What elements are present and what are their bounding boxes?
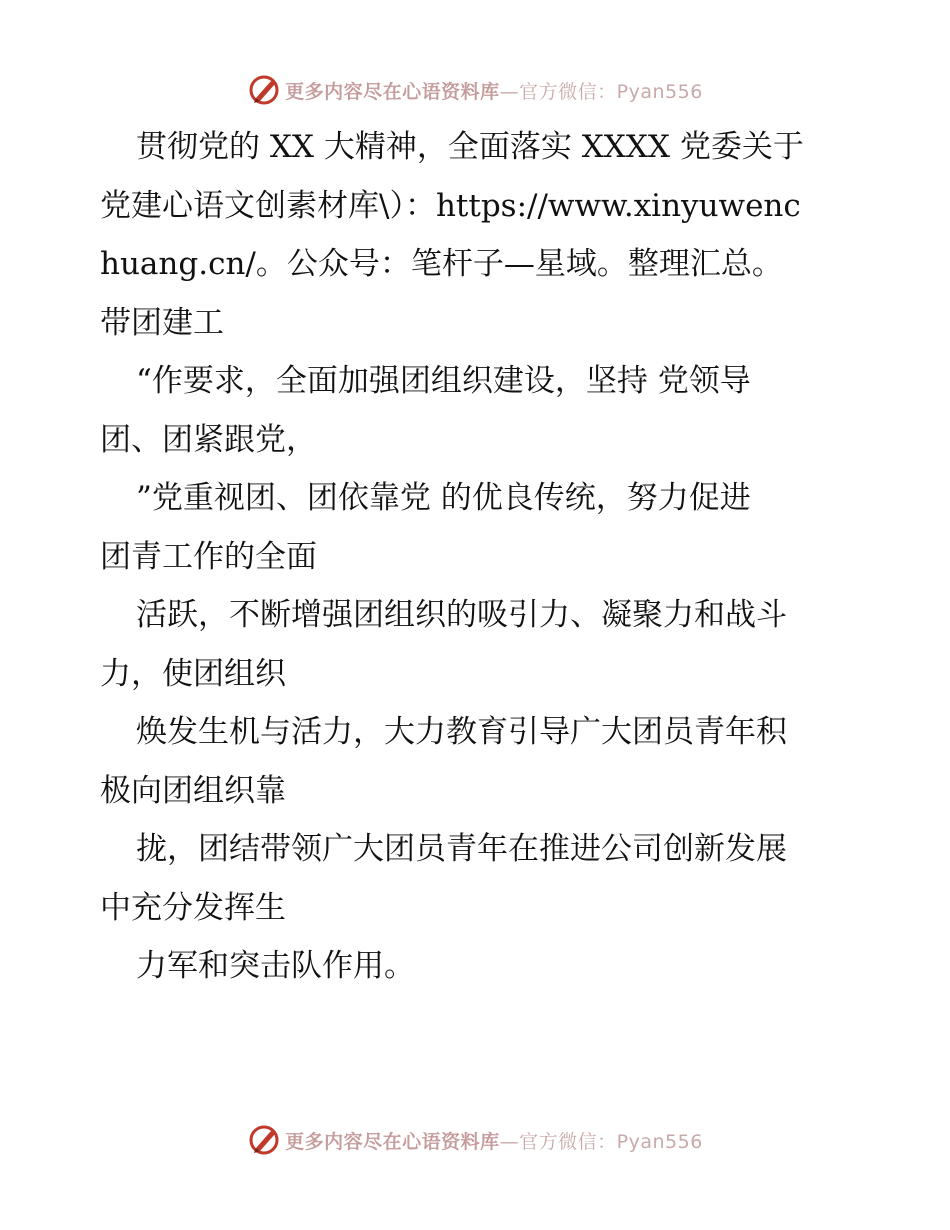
banner-sub-text: —官方微信：Pyan556: [499, 1130, 703, 1153]
banner-sub-text: —官方微信：Pyan556: [499, 80, 703, 103]
text-line: 活跃，不断增强团组织的吸引力、凝聚力和战斗: [136, 597, 787, 633]
text-line: 拢，团结带领广大团员青年在推进公司创新发展: [136, 831, 787, 867]
banner-main-text: 更多内容尽在心语资料库: [285, 80, 500, 103]
text-line: 团、团紧跟党，: [100, 421, 317, 458]
text-line: 贯彻党的 XX 大精神，全面落实 XXXX 党委关于: [136, 129, 804, 165]
footer-banner-text: [285, 1127, 703, 1154]
text-line: ”党重视团、团依靠党 的优良传统，努力促进: [136, 480, 751, 516]
text-line: 极向团组织靠: [100, 772, 286, 809]
document-body: [100, 118, 860, 996]
text-line: 力，使团组织: [100, 655, 286, 692]
header-banner: [0, 70, 950, 110]
footer-banner: [0, 1120, 950, 1160]
text-line: huang.cn/。公众号：笔杆子—星域。整理汇总。: [100, 246, 783, 282]
text-line: 焕发生机与活力，大力教育引导广大团员青年积: [136, 714, 787, 750]
text-line: 力军和突击队作用。: [136, 948, 415, 984]
pen-logo-icon: [247, 1123, 281, 1157]
text-line: 带团建工: [100, 304, 224, 341]
text-line: “作要求，全面加强团组织建设，坚持 党领导: [136, 363, 751, 399]
text-line: 团青工作的全面: [100, 538, 317, 575]
text-line: 党建心语文创素材库\）：https://www.xinyuwenc: [100, 187, 801, 224]
header-banner-text: [285, 77, 703, 104]
pen-logo-icon: [247, 73, 281, 107]
banner-main-text: 更多内容尽在心语资料库: [285, 1130, 500, 1153]
text-line: 中充分发挥生: [100, 889, 286, 926]
